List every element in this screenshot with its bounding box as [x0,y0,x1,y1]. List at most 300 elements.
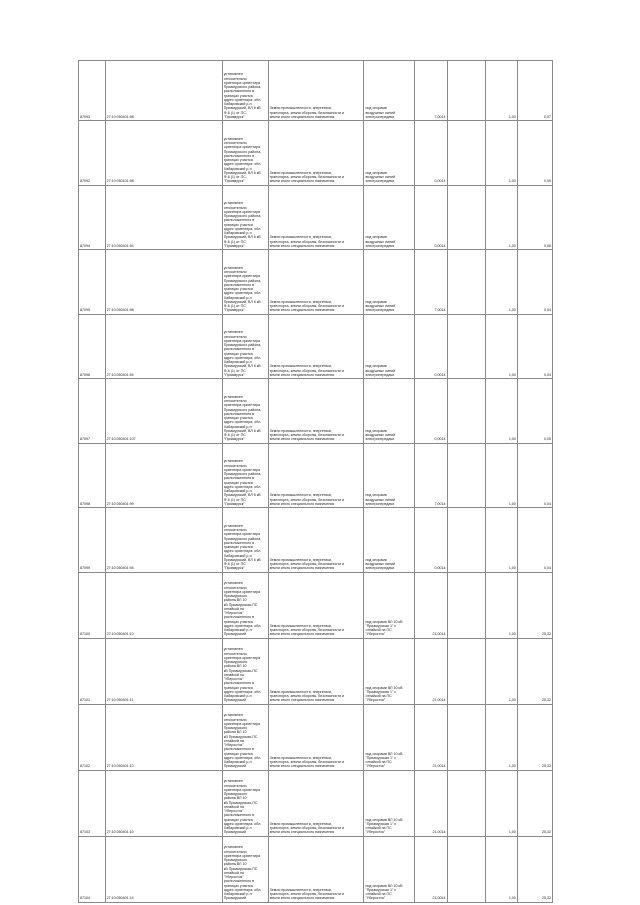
table-row [79,314,553,379]
empty-cell [447,379,485,444]
location-description-cell-line: отпайкой на [223,672,244,677]
location-description-cell-line: относительно [223,270,247,274]
cadastral-number-cell: 27:10:050401:10 [105,704,222,770]
location-description-cell-line: границах участка [223,287,253,291]
table-row [79,770,553,836]
location-description-cell [222,250,268,315]
location-description-cell [222,770,268,836]
permitted-use-cell [364,770,414,836]
location-description-cell-line: ориентира ориентира [223,787,261,792]
value-b-cell: 25,32 [517,704,552,770]
permitted-use-cell-line: электропередачи [365,308,395,313]
location-description-cell-line: Ф-6 (1) от ПС [223,433,246,437]
row-id-cell: 87101 [79,638,106,704]
location-description-cell-line: Хабаровский р-н [223,102,252,106]
location-description-cell-line: границах участка [223,817,253,822]
land-category-cell [268,572,364,638]
location-description-cell-line: Приамурский, ВЛ 6 кВ [223,299,261,304]
table-row [79,572,553,638]
permitted-use-cell-line: "Уберосток" [365,698,386,703]
table-row [79,443,553,508]
location-description-cell-line: установлен [223,581,243,586]
location-description-cell-line: расположенного в [223,813,255,818]
row-id-cell: 87102 [79,704,106,770]
location-description-cell-line: ориентира ориентира [223,403,261,408]
land-category-cell [268,508,364,573]
land-category-cell-line: земли иного специального назначения [269,632,335,637]
permitted-use-cell-line: под опорами [365,106,387,111]
empty-cell [447,121,485,186]
location-description-cell [222,379,268,444]
location-description-cell-line: относительно [223,651,247,656]
location-description-cell-line: Хабаровский р-н [223,360,252,364]
location-description-cell-line: ориентира ориентира [223,853,261,858]
location-description-cell-line: района ВЛ 10 [223,598,247,603]
permitted-use-cell-line: под опорами ВЛ 10 кВ [365,751,403,756]
location-description-cell-line: Приамурского района, [223,214,262,218]
location-description-cell-line: установлен [223,779,243,784]
permitted-use-cell [364,250,414,315]
permitted-use-cell-line: воздушных линий [365,175,396,179]
location-description-cell-line: границах участка [223,751,253,756]
location-description-cell-line: Приамурский [223,764,247,769]
area-cell: 0,0014 [414,314,447,379]
location-description-cell-line: установлен [223,330,243,335]
area-cell: 7,0014 [414,443,447,508]
location-description-cell-line: границах участка [223,480,253,485]
location-description-cell-line: кВ Приамурская-ПС [223,668,258,673]
permitted-use-cell-line: "Приамурская 1" с [365,887,397,892]
location-description-cell-line: района ВЛ 10 [223,664,247,669]
empty-cell [447,704,485,770]
value-a-cell: 1,00 [485,250,517,315]
value-a-cell: 1,00 [485,379,517,444]
land-category-cell-line: транспорта, земли обороны, безопасности и [269,694,344,698]
location-description-cell-line: Приамурского района, [223,472,262,476]
location-description-cell-line: "Уберосток" [223,611,244,615]
land-category-cell-line: транспорта, земли обороны, безопасности и [269,110,344,115]
location-description-cell-line: "Приамурск" [223,501,245,506]
location-description-cell-line: адрес ориентира: обл. [223,755,262,760]
row-id-cell: 87100 [79,572,106,638]
location-description-cell-line: Приамурского района, [223,149,262,154]
location-description-cell [222,638,268,704]
empty-cell [447,314,485,379]
permitted-use-cell-line: "Уберосток" [365,896,386,901]
cadastral-number-cell: 27:10:050401:94 [105,508,222,573]
permitted-use-cell-line: под опорами ВЛ 10 кВ [365,685,403,690]
location-description-cell-line: относительно [223,528,247,532]
location-description-cell-line: относительно [223,76,247,81]
location-description-cell-line: установлен [223,459,243,464]
location-description-cell-line: Приамурский [223,698,247,703]
location-description-cell-line: Ф-6 (1) от ПС [223,239,246,244]
land-category-cell-line: Земли промышленности, энергетики, [269,428,332,433]
table-row [79,61,553,121]
permitted-use-cell-line: воздушных линий [365,110,396,115]
land-category-cell-line: земли иного специального назначения [269,437,335,442]
cadastral-number-cell: 27:10:050401:10 [105,572,222,638]
row-id-cell: 87095 [79,250,106,315]
value-b-cell: 25,32 [517,638,552,704]
location-description-cell [222,443,268,508]
land-category-cell [268,638,364,704]
value-a-cell: 1,00 [485,572,517,638]
location-description-cell-line: установлен [223,713,243,718]
permitted-use-cell-line: "Приамурская 1" с [365,755,397,760]
area-cell: 21,0014 [414,704,447,770]
location-description-cell-line: кВ Приамурская-ПС [223,734,258,739]
location-description-cell-line: Приамурский [223,830,247,835]
location-description-cell-line: Ф-6 (1) от ПС [223,562,246,566]
location-description-cell-line: "Приамурск" [223,566,245,571]
location-description-cell-line: установлен [223,523,243,528]
location-description-cell-line: ориентира ориентира [223,274,261,279]
location-description-cell-line: "Приамурск" [223,179,245,184]
location-description-cell [222,572,268,638]
location-description-cell-line: Приамурский, ВЛ 6 кВ [223,557,261,562]
location-description-cell-line: кВ Приамурская-ПС [223,800,258,805]
location-description-cell-line: ориентира ориентира [223,80,261,85]
location-description-cell-line: адрес ориентира: обл. [223,623,262,628]
location-description-cell-line: адрес ориентира: обл. [223,549,262,554]
location-description-cell-line: относительно [223,334,247,339]
permitted-use-cell [364,314,414,379]
cadastral-number-cell: 27:10:050401:14 [105,836,222,902]
cadastral-number-cell: 27:10:050401:10 [105,770,222,836]
permitted-use-cell-line: "Приамурская 1" с [365,689,397,694]
location-description-cell-line: расположенного в [223,747,255,752]
land-category-cell [268,770,364,836]
permitted-use-cell-line: под опорами ВЛ 10 кВ [365,619,403,624]
location-description-cell-line: относительно [223,141,247,145]
location-description-cell-line: Хабаровский р-н [223,694,252,698]
location-description-cell-line: "Приамурск" [223,372,245,377]
location-description-cell-line: адрес ориентира: обл. [223,689,262,694]
permitted-use-cell-line: электропередачи [365,372,395,377]
value-b-cell: 0,05 [517,379,552,444]
land-category-cell [268,61,364,121]
land-category-cell-line: Земли промышленности, энергетики, [269,364,332,369]
area-cell: 0,0014 [414,121,447,186]
permitted-use-cell [364,572,414,638]
location-description-cell-line: адрес ориентира: обл. [223,887,262,892]
location-description-cell-line: Приамурского района, [223,536,262,541]
permitted-use-cell-line: под опорами [365,557,387,562]
empty-cell [447,638,485,704]
permitted-use-cell-line: воздушных линий [365,368,396,373]
location-description-cell-line: Приамурского [223,660,248,664]
land-category-cell [268,704,364,770]
location-description-cell-line: расположенного в [223,89,255,94]
area-cell: 0,0014 [414,508,447,573]
permitted-use-cell [364,379,414,444]
location-description-cell-line: Хабаровский р-н [223,295,252,300]
location-description-cell-line: ориентира ориентира [223,655,261,660]
land-category-cell [268,121,364,186]
empty-cell [447,508,485,573]
location-description-cell-line: установлен [223,72,243,77]
location-description-cell-line: "Уберосток" [223,677,244,681]
permitted-use-cell-line: электропередачи [365,501,395,506]
location-description-cell-line: границах участка [223,545,253,549]
permitted-use-cell-line: под опорами ВЛ 10 кВ [365,817,403,822]
location-description-cell-line: района ВЛ 10 [223,730,247,735]
table-row [79,121,553,186]
location-description-cell-line: отпайкой на [223,870,244,875]
location-description-cell-line: ориентира ориентира [223,145,261,150]
empty-cell [447,185,485,250]
permitted-use-cell [364,121,414,186]
location-description-cell-line: границах участка [223,351,253,356]
location-description-cell-line: расположенного в [223,411,255,416]
land-category-cell-line: Земли промышленности, энергетики, [269,821,332,826]
location-description-cell-line: Приамурский, ВЛ 6 кВ [223,493,261,498]
land-category-cell-line: земли иного специального назначения [269,243,335,248]
location-description-cell-line: "Уберосток" [223,743,244,747]
permitted-use-cell-line: под опорами [365,235,387,240]
permitted-use-cell-line: "Приамурская 1" с [365,623,397,628]
row-id-cell: 87104 [79,836,106,902]
permitted-use-cell-line: воздушных линий [365,433,396,437]
permitted-use-cell-line: воздушных линий [365,239,396,244]
row-id-cell: 87098 [79,443,106,508]
land-category-cell-line: транспорта, земли обороны, безопасности и [269,562,344,566]
location-description-cell-line: адрес ориентира: обл. [223,97,262,102]
location-description-cell-line: Приамурского района, [223,407,262,412]
location-description-cell-line: ориентира ориентира [223,589,261,594]
permitted-use-cell-line: под опорами [365,170,387,175]
empty-cell [447,836,485,902]
location-description-cell-line: Приамурского района, [223,85,262,89]
location-description-cell-line: установлен [223,201,243,206]
permitted-use-cell-line: "Уберосток" [365,632,386,637]
value-a-cell: 1,00 [485,770,517,836]
location-description-cell-line: границах участка [223,158,253,162]
location-description-cell-line: Хабаровский р-н [223,826,252,830]
location-description-cell-line: адрес ориентира: обл. [223,821,262,826]
value-a-cell: 1,00 [485,121,517,186]
land-category-cell-line: транспорта, земли обороны, безопасности и [269,368,344,373]
location-description-cell [222,836,268,902]
table-row [79,704,553,770]
location-description-cell-line: Хабаровский р-н [223,231,252,235]
land-category-cell-line: Земли промышленности, энергетики, [269,493,332,498]
cadastral-number-cell: 27:10:050401:11 [105,638,222,704]
permitted-use-cell [364,508,414,573]
permitted-use-cell-line: "Уберосток" [365,830,386,835]
value-b-cell: 0,04 [517,250,552,315]
land-category-cell-line: земли иного специального назначения [269,896,335,901]
location-description-cell-line: относительно [223,783,247,788]
location-description-cell-line: ориентира ориентира [223,532,261,537]
location-description-cell-line: установлен [223,845,243,850]
land-category-cell-line: земли иного специального назначения [269,179,335,184]
location-description-cell [222,61,268,121]
permitted-use-cell [364,836,414,902]
value-a-cell: 1,00 [485,443,517,508]
location-description-cell-line: расположенного в [223,615,255,620]
land-category-cell [268,443,364,508]
location-description-cell-line: относительно [223,205,247,210]
location-description-cell-line: Хабаровский р-н [223,424,252,429]
location-description-cell-line: ориентира ориентира [223,338,261,343]
value-a-cell: 1,00 [485,185,517,250]
location-description-cell-line: адрес ориентира: обл. [223,420,262,425]
land-category-cell [268,836,364,902]
location-description-cell-line: границах участка [223,93,253,98]
land-category-cell [268,185,364,250]
area-cell: 7,0014 [414,61,447,121]
location-description-cell-line: расположенного в [223,879,255,884]
location-description-cell [222,704,268,770]
land-category-cell-line: земли иного специального назначения [269,830,335,835]
permitted-use-cell-line: под опорами [365,299,387,304]
location-description-cell-line: отпайкой на [223,804,244,809]
permitted-use-cell-line: электропередачи [365,114,395,119]
location-description-cell-line: Ф-6 (1) от ПС [223,110,246,115]
permitted-use-cell-line: электропередачи [365,566,395,571]
location-description-cell-line: "Приамурск" [223,437,245,442]
land-category-cell-line: транспорта, земли обороны, безопасности и [269,304,344,308]
table-row [79,185,553,250]
permitted-use-cell-line: воздушных линий [365,562,396,566]
cadastral-number-cell: 27:10:050401:94 [105,314,222,379]
area-cell: 21,0014 [414,572,447,638]
land-category-cell-line: транспорта, земли обороны, безопасности и [269,433,344,437]
location-description-cell-line: "Приамурск" [223,243,245,248]
location-description-cell-line: "Приамурск" [223,114,245,119]
location-description-cell-line: установлен [223,394,243,399]
location-description-cell-line: Приамурского [223,858,248,862]
row-id-cell: 87092 [79,121,106,186]
permitted-use-cell-line: под опорами [365,493,387,498]
location-description-cell-line: установлен [223,136,243,141]
row-id-cell: 87094 [79,185,106,250]
land-category-cell-line: земли иного специального назначения [269,308,335,313]
value-b-cell: 0,04 [517,443,552,508]
empty-cell [447,770,485,836]
land-category-cell-line: Земли промышленности, энергетики, [269,106,332,111]
area-cell: 21,0014 [414,638,447,704]
land-category-cell-line: транспорта, земли обороны, безопасности и [269,892,344,896]
land-category-cell-line: транспорта, земли обороны, безопасности и [269,497,344,502]
location-description-cell [222,508,268,573]
row-id-cell: 87096 [79,314,106,379]
permitted-use-cell-line: электропередачи [365,437,395,442]
location-description-cell-line: кВ Приамурская-ПС [223,602,258,607]
empty-cell [447,61,485,121]
area-cell: 7,0014 [414,250,447,315]
permitted-use-cell-line: отпайкой на ПС [365,694,392,698]
location-description-cell-line: адрес ориентира: обл. [223,484,262,489]
land-category-cell [268,379,364,444]
location-description-cell [222,121,268,186]
location-description-cell-line: относительно [223,399,247,403]
land-category-cell-line: земли иного специального назначения [269,698,335,703]
location-description-cell-line: Хабаровский р-н [223,166,252,171]
land-category-cell-line: транспорта, земли обороны, безопасности и [269,239,344,244]
land-category-cell-line: Земли промышленности, энергетики, [269,557,332,562]
table-row [79,508,553,573]
location-description-cell-line: относительно [223,717,247,722]
value-b-cell: 0,04 [517,314,552,379]
empty-cell [447,572,485,638]
permitted-use-cell-line: воздушных линий [365,497,396,502]
land-category-cell [268,314,364,379]
location-description-cell-line: отпайкой на [223,606,244,611]
area-cell: 0,0014 [414,185,447,250]
land-category-cell-line: земли иного специального назначения [269,501,335,506]
permitted-use-cell-line: электропередачи [365,243,395,248]
land-category-cell-line: транспорта, земли обороны, безопасности и [269,826,344,830]
location-description-cell-line: Приамурского [223,792,248,796]
location-description-cell-line: отпайкой на [223,738,244,743]
location-description-cell-line: границах участка [223,619,253,624]
permitted-use-cell-line: электропередачи [365,179,395,184]
permitted-use-cell-line: отпайкой на ПС [365,826,392,830]
location-description-cell-line: района ВЛ 10 [223,862,247,867]
location-description-cell-line: расположенного в [223,347,255,352]
location-description-cell-line: адрес ориентира: обл. [223,162,262,167]
location-description-cell-line: Приамурский [223,896,247,901]
land-category-cell-line: Земли промышленности, энергетики, [269,623,332,628]
location-description-cell [222,314,268,379]
table-row [79,638,553,704]
location-description-cell-line: относительно [223,849,247,854]
area-cell: 21,0014 [414,770,447,836]
table-row [79,379,553,444]
empty-cell [447,443,485,508]
permitted-use-cell-line: воздушных линий [365,304,396,308]
value-b-cell: 0,09 [517,121,552,186]
location-description-cell-line: кВ Приамурская-ПС [223,866,258,871]
location-description-cell-line: Приамурский, ВЛ 6 кВ [223,428,261,433]
land-plots-table [78,60,553,903]
land-category-cell-line: земли иного специального назначения [269,372,335,377]
value-b-cell: 25,32 [517,572,552,638]
location-description-cell-line: Хабаровский р-н [223,892,252,896]
land-category-cell-line: Земли промышленности, энергетики, [269,170,332,175]
location-description-cell-line: относительно [223,463,247,468]
permitted-use-cell-line: под опорами ВЛ 10 кВ [365,883,403,888]
value-b-cell: 25,32 [517,770,552,836]
location-description-cell-line: "Уберосток" [223,875,244,879]
location-description-cell-line: Хабаровский р-н [223,489,252,493]
land-category-cell-line: Земли промышленности, энергетики, [269,689,332,694]
location-description-cell-line: границах участка [223,416,253,420]
table-row [79,836,553,902]
value-a-cell: 1,00 [485,61,517,121]
location-description-cell-line: границах участка [223,222,253,227]
location-description-cell-line: границах участка [223,685,253,690]
location-description-cell-line: расположенного в [223,681,255,686]
permitted-use-cell [364,443,414,508]
row-id-cell: 87103 [79,770,106,836]
permitted-use-cell-line: под опорами [365,364,387,369]
location-description-cell-line: Приамурского [223,594,248,598]
land-category-cell-line: Земли промышленности, энергетики, [269,755,332,760]
permitted-use-cell-line: отпайкой на ПС [365,760,392,764]
permitted-use-cell-line: "Уберосток" [365,764,386,769]
location-description-cell-line: расположенного в [223,476,255,481]
empty-cell [447,250,485,315]
land-category-cell-line: Земли промышленности, энергетики, [269,235,332,240]
location-description-cell-line: Ф-6 (1) от ПС [223,175,246,179]
permitted-use-cell [364,61,414,121]
location-description-cell-line: Приамурский, ВЛ 6 кВ [223,235,261,240]
location-description-cell-line: Приамурского района, [223,343,262,347]
